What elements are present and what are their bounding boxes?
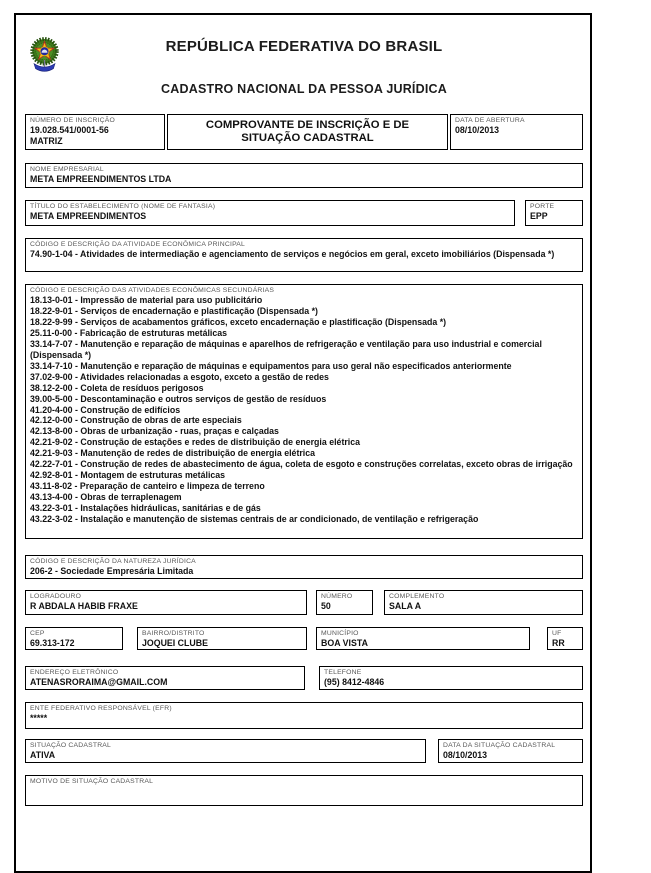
field-label: DATA DA SITUAÇÃO CADASTRAL [443,742,556,749]
inscription-number-value: 19.028.541/0001-56 [30,125,109,135]
field-label: NOME EMPRESARIAL [30,166,104,173]
phone-box [319,666,583,690]
cep-value: 69.313-172 [30,638,75,648]
field-label: MUNICÍPIO [321,630,359,637]
field-label: ENTE FEDERATIVO RESPONSÁVEL (EFR) [30,705,172,712]
activity-item: 18.22-9-01 - Serviços de encadernação e plastificação (Dispensada *) [30,305,318,316]
status-date-box [438,739,583,763]
field-label: NÚMERO [321,593,353,600]
efr-value: ***** [30,713,48,723]
field-label: UF [552,630,562,637]
complement-value: SALA A [389,601,422,611]
row-status [25,739,583,763]
trade-name-box [25,200,515,226]
row-cep [25,627,583,650]
field-label: SITUAÇÃO CADASTRAL [30,742,112,749]
state-box [547,627,583,650]
row-trade-name [25,200,583,226]
street-value: R ABDALA HABIB FRAXE [30,601,138,611]
opening-date-value: 08/10/2013 [455,125,500,135]
cep-box [25,627,123,650]
field-label: CEP [30,630,45,637]
state-value: RR [552,638,565,648]
branch-type-value: MATRIZ [30,136,63,146]
email-value: ATENASRORAIMA@GMAIL.COM [30,677,168,687]
registration-status-value: ATIVA [30,750,56,760]
trade-name-value: META EMPREENDIMENTOS [30,211,147,221]
legal-nature-box [25,555,583,579]
number-box [316,590,373,615]
document-frame [14,13,592,873]
activity-item: 42.13-8-00 - Obras de urbanização - ruas, praças e calçadas [30,426,279,437]
legal-nature-value: 206-2 - Sociedade Empresária Limitada [30,566,194,576]
district-value: JOQUEI CLUBE [142,638,208,648]
field-label: DATA DE ABERTURA [455,117,525,124]
activity-item: 42.21-9-03 - Manutenção de redes de distribuição de energia elétrica [30,448,316,459]
activity-item: 42.22-7-01 - Construção de redes de abastecimento de água, coleta de esgoto e construções correlatas, exceto obras de irrigação [30,459,573,470]
field-label: TÍTULO DO ESTABELECIMENTO (NOME DE FANTASIA) [30,203,216,210]
city-box [316,627,530,650]
row-inscription [25,114,583,150]
activity-item: 43.11-8-02 - Preparação de canteiro e limpeza de terreno [30,481,265,492]
porte-value: EPP [530,211,548,221]
activity-item: 43.13-4-00 - Obras de terraplenagem [30,492,182,503]
activity-item: 18.22-9-99 - Serviços de acabamentos gráficos, exceto encadernação e plastificação (Dispensada *) [30,316,447,327]
field-label: LOGRADOURO [30,593,82,600]
row-address [25,590,583,615]
activity-item: 38.12-2-00 - Coleta de resíduos perigosos [30,382,204,393]
certificate-title-box: COMPROVANTE DE INSCRIÇÃO E DE SITUAÇÃO CADASTRAL [167,114,448,150]
street-box [25,590,307,615]
company-name-box [25,163,583,188]
row-contact [25,666,583,690]
field-label: MOTIVO DE SITUAÇÃO CADASTRAL [30,778,154,785]
main-activity-box [25,238,583,272]
porte-box [525,200,583,226]
activity-item: 43.22-3-01 - Instalações hidráulicas, sanitárias e de gás [30,503,261,514]
activity-item: 18.13-0-01 - Impressão de material para uso publicitário [30,295,263,305]
inscription-number-box [25,114,165,150]
activity-item: 43.22-3-02 - Instalação e manutenção de sistemas centrais de ar condicionado, de ventilação e refrigeração [30,514,479,525]
activity-item: 41.20-4-00 - Construção de edifícios [30,404,181,415]
activity-item: 42.21-9-02 - Construção de estações e redes de distribuição de energia elétrica [30,437,361,448]
field-label: PORTE [530,203,555,210]
status-reason-box [25,775,583,806]
number-value: 50 [321,601,331,611]
cnpj-title: CADASTRO NACIONAL DA PESSOA JURÍDICA [161,82,447,96]
complement-box [384,590,583,615]
republic-title: REPÚBLICA FEDERATIVA DO BRASIL [165,38,443,55]
field-label: CÓDIGO E DESCRIÇÃO DAS ATIVIDADES ECONÔMICAS SECUNDÁRIAS [30,287,275,294]
field-label: COMPLEMENTO [389,593,445,600]
field-label: CÓDIGO E DESCRIÇÃO DA ATIVIDADE ECONÔMICA PRINCIPAL [30,241,246,248]
phone-value: (95) 8412-4846 [324,677,385,687]
email-box [25,666,305,690]
company-name-value: META EMPREENDIMENTOS LTDA [30,174,172,184]
activity-item: 33.14-7-10 - Manutenção e reparação de máquinas e equipamentos para uso geral não especificados anteriormente [30,360,512,371]
field-label: CÓDIGO E DESCRIÇÃO DA NATUREZA JURÍDICA [30,558,196,565]
city-value: BOA VISTA [321,638,368,648]
field-label: ENDEREÇO ELETRÔNICO [30,669,119,676]
field-label: NÚMERO DE INSCRIÇÃO [30,117,115,124]
activity-item: 39.00-5-00 - Descontaminação e outros serviços de gestão de resíduos [30,393,327,404]
activity-item: 25.11-0-00 - Fabricação de estruturas metálicas [30,327,228,338]
main-activity-value: 74.90-1-04 - Atividades de intermediação e agenciamento de serviços e negócios em geral, exceto imobiliários (Dispensada *) [30,249,555,259]
brazil-coat-of-arms-icon [26,31,63,79]
secondary-activities-list [30,295,578,525]
opening-date-box [450,114,583,150]
field-label: BAIRRO/DISTRITO [142,630,205,637]
field-label: TELEFONE [324,669,362,676]
status-date-value: 08/10/2013 [443,750,488,760]
activity-item: 42.12-0-00 - Construção de obras de arte especiais [30,415,242,426]
activity-item: 37.02-9-00 - Atividades relacionadas a esgoto, exceto a gestão de redes [30,371,329,382]
district-box [137,627,307,650]
efr-box [25,702,583,729]
activity-item: 42.92-8-01 - Montagem de estruturas metálicas [30,470,226,481]
secondary-activities-box [25,284,583,539]
registration-status-box [25,739,426,763]
activity-item: 33.14-7-07 - Manutenção e reparação de máquinas e aparelhos de refrigeração e ventilação para uso industrial e comercial (Dispensada *) [30,338,542,360]
document-header [25,15,583,114]
